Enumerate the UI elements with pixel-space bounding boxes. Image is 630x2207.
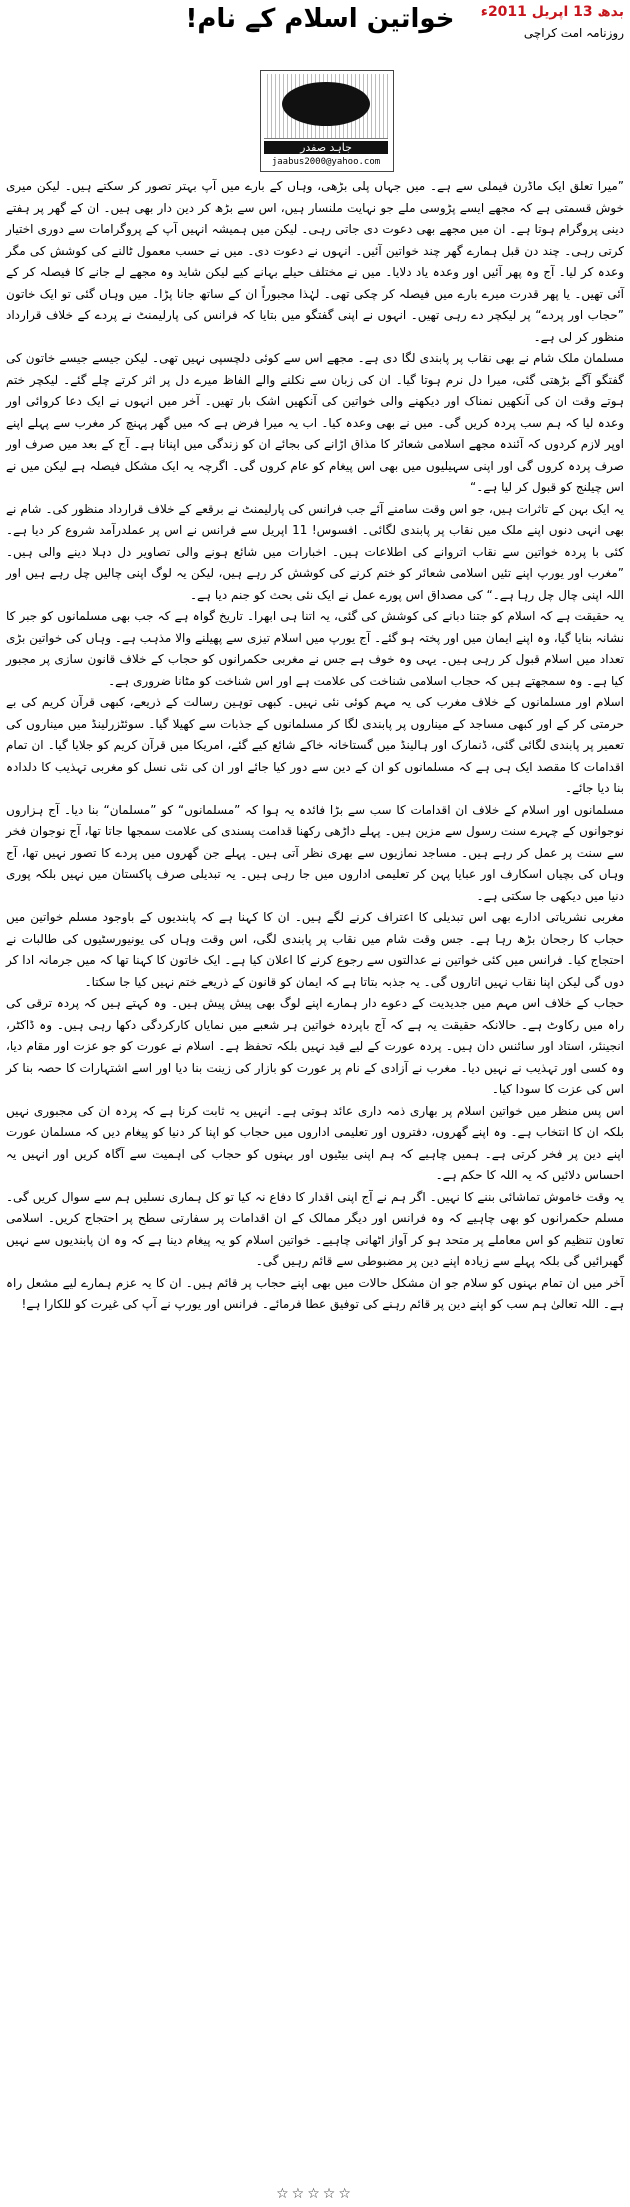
logo-calligraphy-mark (282, 82, 370, 126)
article-paragraph: ”میرا تعلق ایک ماڈرن فیملی سے ہے۔ میں جہاں پلی بڑھی، وہاں کے بارے میں آپ بہتر تصور کر سکتے ہیں۔ لیکن میری خوش قسمتی ہے کہ مجھے ایسے پڑوسی ملے جو نہایت ملنسار ہیں، اس سے بڑھ کر دین دار بھی ہیں۔ ان کے گھر پر ہفتے دینی پروگرام ہوتا ہے۔ ان میں مجھے بھی دعوت دی جاتی رہی۔ لیکن میں ہمیشہ انہیں آپ کے پروگرامات سے دوری اختیار کرتی رہی۔ چند دن قبل ہمارے گھر چند خواتین آئیں۔ انہوں نے دعوت دی۔ میں نے حسب معمول ٹالنے کی کوشش کی مگر وعدہ کر لیا۔ آج وہ پھر آئیں اور وعدہ یاد دلایا۔ میں نے مختلف حیلے بہانے کیے لیکن شاید وہ مجھے لے جانے کا فیصلہ کر کے آئی تھیں۔ یا پھر قدرت میرے بارے میں فیصلہ کر چکی تھی۔ لہٰذا مجبوراً ان کے ساتھ جانا پڑا۔ میں وہاں گئی تو ایک خاتون ”حجاب اور پردے“ پر لیکچر دے رہی تھیں۔ انہوں نے اپنی گفتگو میں بتایا کہ فرانس کی پارلیمنٹ نے پردے کے خلاف قرارداد منظور کر لی ہے۔ (6, 179, 624, 344)
columnist-name: جاہد صفدر (264, 141, 388, 154)
column-header (0, 0, 630, 80)
article-paragraph: یہ وقت خاموش تماشائی بننے کا نہیں۔ اگر ہم نے آج اپنی اقدار کا دفاع نہ کیا تو کل ہماری نسلیں ہم سے سوال کریں گی۔ مسلم حکمرانوں کو بھی چاہیے کہ وہ فرانس اور دیگر ممالک کے ان اقدامات پر سفارتی سطح پر احتجاج کریں۔ اسلامی تعاون تنظیم کو اس معاملے پر متحد ہو کر آواز اٹھانی چاہیے۔ خواتین اسلام کو یہ پیغام دینا ہے کہ وہ ان پابندیوں سے نہیں گھبرائیں گی بلکہ پہلے سے زیادہ اپنے دین پر مضبوطی سے قائم رہیں گی۔ (6, 1189, 624, 1268)
columnist-logo (260, 70, 394, 172)
article-paragraph: مسلمانوں اور اسلام کے خلاف ان اقدامات کا سب سے بڑا فائدہ یہ ہوا کہ ”مسلمانوں“ کو ”مسلمان“ بنا دیا۔ آج ہزاروں نوجوانوں کے چہرے سنت رسول سے مزین ہیں۔ پہلے داڑھی رکھنا قدامت پسندی کی علامت سمجھا جاتا تھا، آج نوجوان فخر سے سنت پر عمل کر رہے ہیں۔ مساجد نمازیوں سے بھری نظر آتی ہیں۔ پہلے جن گھروں میں پردے کا تصور نہیں تھا، آج وہاں کی بچیاں اسکارف اور عبایا پہن کر تعلیمی اداروں میں جا رہی ہیں۔ یہ تبدیلی صرف پاکستان میں نہیں بلکہ پوری دنیا میں دیکھی جا سکتی ہے۔ (6, 802, 624, 903)
article-paragraph: آخر میں ان تمام بہنوں کو سلام جو ان مشکل حالات میں بھی اپنے حجاب پر قائم ہیں۔ ان کا یہ عزم ہمارے لیے مشعل راہ ہے۔ اللہ تعالیٰ ہم سب کو اپنے دین پر قائم رہنے کی توفیق عطا فرمائے۔ فرانس اور یورپ نے آپ کی غیرت کو للکارا ہے! (6, 1275, 624, 1311)
article-paragraph: مسلمان ملک شام نے بھی نقاب پر پابندی لگا دی ہے۔ مجھے اس سے کوئی دلچسپی نہیں تھی۔ لیکن جیسے جیسے خاتون کی گفتگو آگے بڑھتی گئی، میرا دل نرم ہوتا گیا۔ ان کی زبان سے نکلنے والے الفاظ میرے دل پر اثر کرتے چلے گئے۔ لیکچر ختم ہوتے وقت ان کی آنکھیں نمناک اور دیکھنے والی خواتین کی آنکھیں اشک بار تھیں۔ آخر میں انہوں نے ایک دعا کروائی اور وعدہ لیا کہ ہم سب پردہ کریں گی۔ میں نے بھی وعدہ کیا۔ اب یہ میرا فرض ہے کہ میں گھر پہنچ کر مغرب سے پہلے اپنے اوپر لازم کردوں کہ آئندہ مجھے اسلامی شعائر کا مذاق اڑانے کی بجائے ان کو زندگی میں اپنانا ہے۔ آج کے بعد میں صرف اور صرف پردہ کروں گی اور اپنی سہیلیوں میں بھی اس پیغام کو عام کروں گی۔ اگرچہ یہ ایک مشکل فیصلہ ہے لیکن میں نے اس چیلنج کو قبول کر لیا ہے۔“ (6, 351, 624, 494)
publication-source: روزنامہ امت کراچی (523, 26, 624, 40)
article-paragraph: حجاب کے خلاف اس مہم میں جدیدیت کے دعوے دار ہمارے اپنے لوگ بھی پیش پیش ہیں۔ وہ کہتے ہیں کہ پردہ ترقی کی راہ میں رکاوٹ ہے۔ حالانکہ حقیقت یہ ہے کہ آج باپردہ خواتین ہر شعبے میں نمایاں کارکردگی دکھا رہی ہیں۔ وہ ڈاکٹر، انجینئر، استاد اور سائنس دان ہیں۔ پردہ عورت کے لیے قید نہیں بلکہ تحفظ ہے۔ اسلام نے عورت کو جو عزت اور مقام دیا، وہ کسی اور تہذیب نے نہیں دیا۔ مغرب نے آزادی کے نام پر عورت کو بازار کی زینت بنا دیا اور اسے اشتہارات کا حصہ بنا کر اس کی عزت کا سودا کیا۔ (6, 996, 624, 1096)
column-title: خواتین اسلام کے نام! (185, 4, 455, 34)
end-of-article-stars: ☆☆☆☆☆ (276, 2186, 354, 2202)
article-paragraph: مغربی نشریاتی ادارے بھی اس تبدیلی کا اعتراف کرنے لگے ہیں۔ ان کا کہنا ہے کہ پابندیوں کے باوجود مسلم خواتین میں حجاب کا رجحان بڑھ رہا ہے۔ جس وقت شام میں نقاب پر پابندی لگی، اس وقت وہاں کی یونیورسٹیوں کی طالبات نے احتجاج کیا۔ فرانس میں کئی خواتین نے عدالتوں سے رجوع کرنے کا اعلان کیا ہے۔ ایک خاتون کا کہنا تھا کہ میں جرمانہ ادا کر دوں گی لیکن اپنا نقاب نہیں اتاروں گی۔ یہ جذبہ بتاتا ہے کہ ایمان کو قانون کے ذریعے ختم نہیں کیا جا سکتا۔ (6, 910, 624, 989)
article-paragraph: اسلام اور مسلمانوں کے خلاف مغرب کی یہ مہم کوئی نئی نہیں۔ کبھی توہین رسالت کے ذریعے، کبھی قرآن کریم کی بے حرمتی کر کے اور کبھی مساجد کے میناروں پر پابندی لگا کر مسلمانوں کے جذبات سے کھیلا گیا۔ سوئٹزرلینڈ میں میناروں کی تعمیر پر پابندی لگائی گئی، ڈنمارک اور ہالینڈ میں گستاخانہ خاکے شائع کیے گئے، امریکا میں قرآن کریم کو جلایا گیا۔ ان تمام اقدامات کا مقصد ایک ہی ہے کہ مسلمانوں کو ان کے دین سے دور کیا جائے اور ان کی نئی نسل کو مغربی تہذیب کا دلدادہ بنا دیا جائے۔ (6, 695, 624, 795)
logo-artwork (264, 74, 388, 139)
article-paragraph: یہ ایک بہن کے تاثرات ہیں، جو اس وقت سامنے آئے جب فرانس کی پارلیمنٹ نے برقعے کے خلاف قرارداد منظور کی۔ شام نے بھی انہی دنوں اپنے ملک میں نقاب پر پابندی لگائی۔ افسوس! 11 اپریل سے فرانس نے اس پر عملدرآمد شروع کر دیا ہے۔ کئی با پردہ خواتین سے نقاب اتروانے کی اطلاعات ہیں۔ اخبارات میں شائع ہونے والی تصاویر دل دہلا دینے والی ہیں۔ ”مغرب اور یورپ اپنے تئیں اسلامی شعائر کو ختم کرنے کی کوشش کر رہے ہیں، لیکن یہ لوگ اپنی چالیں چل رہے ہیں اور اللہ اپنی چال چل رہا ہے۔“ کی مصداق اس پورے عمل نے ایک نئی بحث کو جنم دیا ہے۔ (6, 501, 624, 602)
article-paragraph: یہ حقیقت ہے کہ اسلام کو جتنا دبانے کی کوشش کی گئی، یہ اتنا ہی ابھرا۔ تاریخ گواہ ہے کہ جب بھی مسلمانوں کو جبر کا نشانہ بنایا گیا، وہ اپنے ایمان میں اور پختہ ہو گئے۔ آج یورپ میں اسلام تیزی سے پھیلنے والا مذہب ہے۔ وہاں کی خواتین بڑی تعداد میں اسلام قبول کر رہی ہیں۔ یہی وہ خوف ہے جس نے مغربی حکمرانوں کو حجاب کے خلاف قانون سازی پر مجبور کیا ہے۔ وہ سمجھتے ہیں کہ حجاب اسلامی شناخت کی علامت ہے اور اس شناخت کو مٹانا ضروری ہے۔ (6, 609, 624, 688)
columnist-email: jaabus2000@yahoo.com (271, 157, 381, 167)
publication-date: بدھ 13 اپریل 2011ء (480, 4, 624, 20)
article-body (6, 176, 624, 1316)
article-paragraph: اس پس منظر میں خواتین اسلام پر بھاری ذمہ داری عائد ہوتی ہے۔ انہیں یہ ثابت کرنا ہے کہ پردہ ان کی مجبوری نہیں بلکہ ان کا انتخاب ہے۔ وہ اپنے گھروں، دفتروں اور تعلیمی اداروں میں حجاب کو اپنا کر دنیا کو پیغام دیں کہ مسلمان عورت اپنے دین پر فخر کرتی ہے۔ ہمیں چاہیے کہ ہم اپنی بیٹیوں اور بہنوں کو حجاب کی اہمیت سے آگاہ کریں اور انہیں یہ احساس دلائیں کہ یہ اللہ کا حکم ہے۔ (6, 1103, 624, 1182)
